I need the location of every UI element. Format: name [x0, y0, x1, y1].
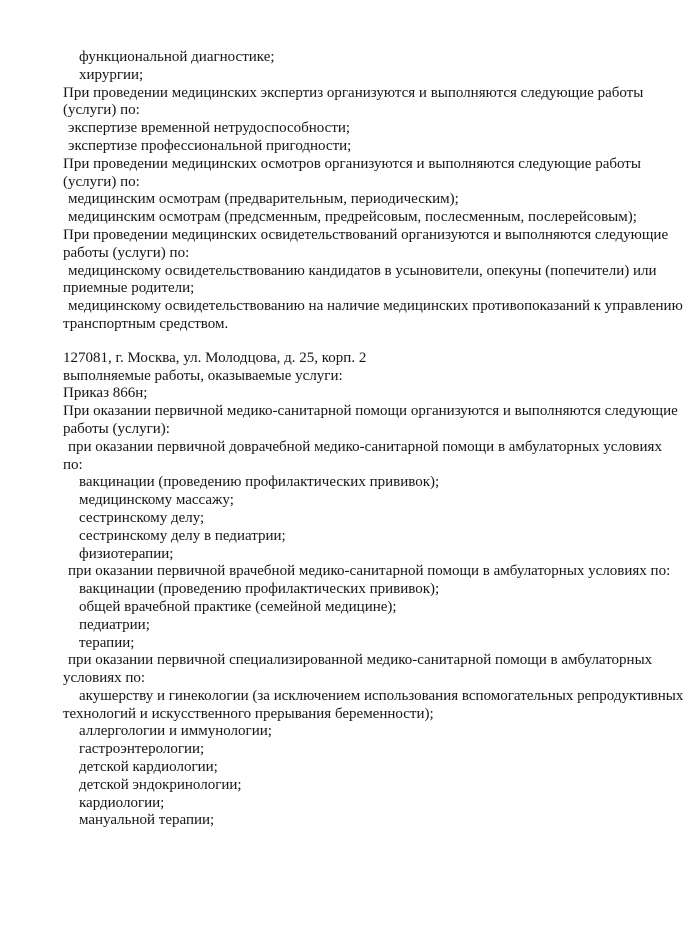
text-line: 127081, г. Москва, ул. Молодцова, д. 25, корп. 2	[63, 349, 367, 366]
text-line: При проведении медицинских освидетельствований организуются и выполняются следующие	[63, 226, 669, 243]
text-line: детской кардиологии;	[79, 759, 218, 776]
text-line: Приказ 866н;	[63, 385, 148, 402]
text-line: мануальной терапии;	[79, 812, 215, 829]
text-line: терапии;	[79, 634, 135, 651]
text-block	[63, 49, 683, 334]
text-line: (услуги) по:	[63, 173, 140, 190]
text-line: транспортным средством.	[63, 315, 229, 332]
text-line: выполняемые работы, оказываемые услуги:	[63, 367, 343, 384]
text-line: при оказании первичной врачебной медико-санитарной помощи в амбулаторных условиях по:	[68, 563, 671, 580]
text-line: (услуги) по:	[63, 102, 140, 119]
text-line: детской эндокринологии;	[79, 776, 242, 793]
text-line: акушерству и гинекологии (за исключением использования вспомогательных репродуктивных	[79, 687, 684, 704]
text-line: хирургии;	[79, 66, 144, 83]
text-line: работы (услуги):	[63, 420, 170, 437]
text-line: физиотерапии;	[79, 545, 174, 562]
text-line: при оказании первичной доврачебной медико-санитарной помощи в амбулаторных условиях	[68, 438, 662, 455]
text-line: медицинскому массажу;	[79, 492, 234, 509]
text-line: кардиологии;	[79, 794, 165, 811]
text-line: педиатрии;	[79, 616, 150, 633]
text-line: медицинскому освидетельствованию на наличие медицинских противопоказаний к управлению	[68, 298, 683, 315]
text-line: по:	[63, 456, 83, 473]
text-line: работы (услуги) по:	[63, 244, 190, 261]
text-line: экспертизе профессиональной пригодности;	[68, 137, 352, 154]
text-line: технологий и искусственного прерывания беременности);	[63, 705, 434, 722]
text-line: При оказании первичной медико-санитарной помощи организуются и выполняются следующие	[63, 403, 678, 420]
text-line: сестринскому делу в педиатрии;	[79, 527, 286, 544]
text-line: при оказании первичной специализированной медико-санитарной помощи в амбулаторных	[68, 652, 653, 669]
text-line: функциональной диагностике;	[79, 49, 275, 65]
text-line: гастроэнтерологии;	[79, 741, 205, 758]
text-line: приемные родители;	[63, 280, 195, 297]
text-line: экспертизе временной нетрудоспособности;	[68, 120, 351, 137]
text-line: При проведении медицинских осмотров организуются и выполняются следующие работы	[63, 155, 641, 172]
text-line: общей врачебной практике (семейной медицине);	[79, 598, 397, 615]
text-line: медицинским осмотрам (предсменным, предрейсовым, послесменным, послерейсовым);	[68, 209, 637, 226]
text-line: вакцинации (проведению профилактических прививок);	[79, 581, 440, 598]
text-line: сестринскому делу;	[79, 509, 205, 526]
text-line: При проведении медицинских экспертиз организуются и выполняются следующие работы	[63, 84, 644, 101]
text-line: медицинским осмотрам (предварительным, периодическим);	[68, 191, 459, 208]
text-block	[63, 349, 684, 831]
document-text	[63, 49, 684, 830]
text-line: вакцинации (проведению профилактических прививок);	[79, 474, 440, 491]
text-line: аллергологии и иммунологии;	[79, 723, 272, 740]
text-line: условиях по:	[63, 670, 146, 687]
text-line: медицинскому освидетельствованию кандидатов в усыновители, опекуны (попечители) или	[68, 262, 657, 279]
